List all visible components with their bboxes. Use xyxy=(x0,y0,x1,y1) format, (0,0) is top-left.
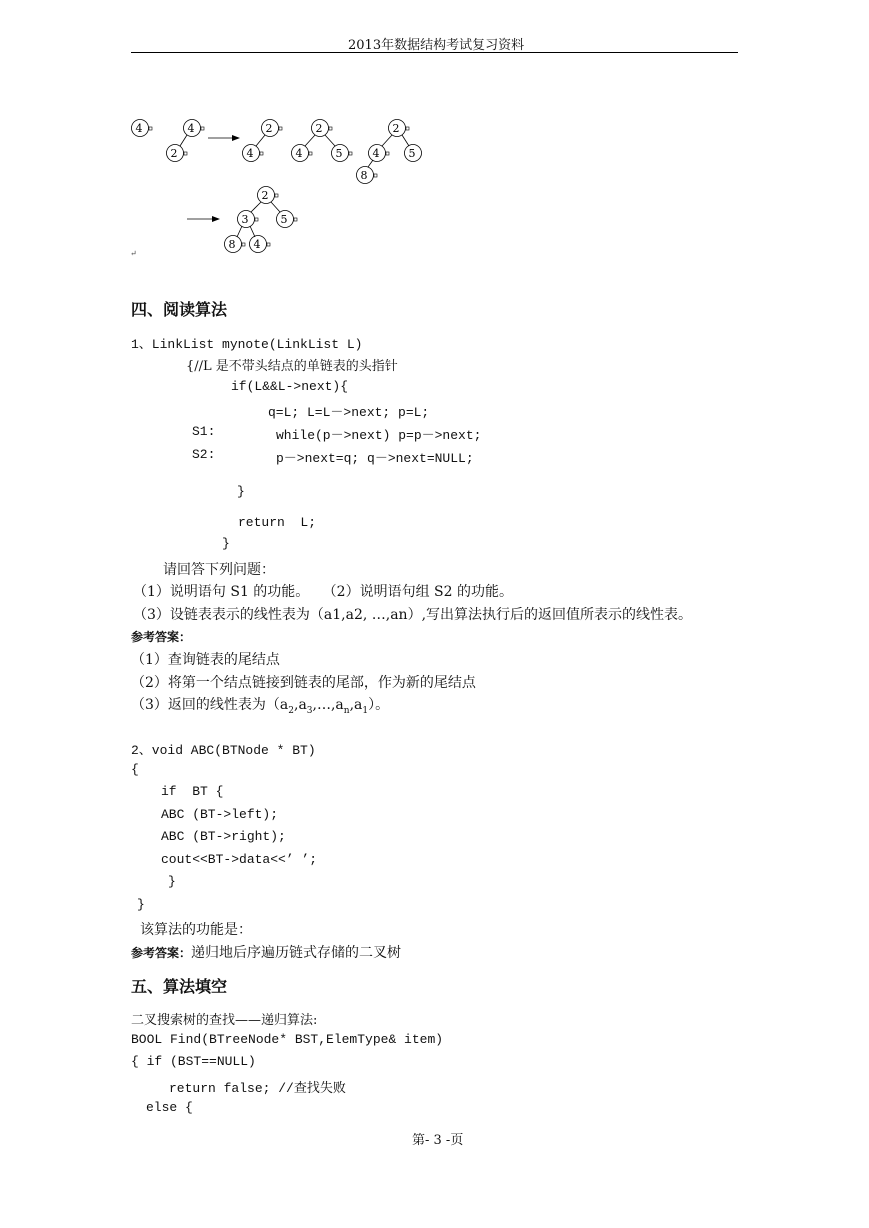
answer-line: （2）将第一个结点链接到链表的尾部，作为新的尾结点 xyxy=(131,675,476,691)
tree-edge xyxy=(180,135,187,146)
tree-node-label: 8 xyxy=(360,169,368,182)
answer-text: ,a xyxy=(294,697,307,713)
code-line: BOOL Find(BTreeNode* BST,ElemType& item) xyxy=(131,1032,444,1047)
code-label-s2: S2: xyxy=(192,447,216,462)
tree-node-label: 2 xyxy=(315,122,323,135)
tree-edge xyxy=(256,135,265,146)
answer-text: ）。 xyxy=(368,697,390,713)
tree-node-label: 4 xyxy=(253,238,261,251)
answer-text: （3）返回的线性表为（a xyxy=(131,697,289,713)
question-line: （1）说明语句 S1 的功能。 （2）说明语句组 S2 的功能。 xyxy=(133,584,513,600)
question-prompt: 该算法的功能是： xyxy=(140,922,252,938)
body-line: 二叉搜索树的查找——递归算法: xyxy=(131,1013,318,1028)
code-line: { if (BST==NULL) xyxy=(131,1054,256,1069)
tree-node-label: 8 xyxy=(228,238,236,251)
code-line: } xyxy=(237,484,245,499)
tree-edge xyxy=(250,226,255,237)
tree-node-label: 2 xyxy=(261,189,269,202)
tree-edge xyxy=(251,202,261,212)
return-mark: ↵ xyxy=(130,249,137,258)
code-line: else { xyxy=(146,1100,193,1115)
code-line: return false; //查找失败 xyxy=(169,1081,346,1096)
code-line: } xyxy=(137,897,145,912)
tree-edge xyxy=(368,160,373,167)
tree-node-label: 5 xyxy=(280,213,288,226)
code-line: cout<<BT->data<<’ ’; xyxy=(161,852,318,867)
code-line: ABC (BT->left); xyxy=(161,807,279,822)
tree-node-label: 5 xyxy=(408,147,416,160)
tree-node-label: 4 xyxy=(135,122,143,135)
answer-text: 递归地后序遍历链式存储的二叉树 xyxy=(191,945,402,961)
code-line: } xyxy=(222,536,230,551)
subscript: 2 xyxy=(288,705,294,716)
code-line: return L; xyxy=(238,515,317,530)
tree-node-label: 3 xyxy=(241,213,249,226)
tree-edge xyxy=(382,135,392,146)
subscript: n xyxy=(343,705,350,716)
tree-insertion-figure xyxy=(0,0,869,270)
section-5-heading: 五、算法填空 xyxy=(131,977,228,996)
tree-node-label: 2 xyxy=(170,147,178,160)
code-line: {//L 是不带头结点的单链表的头指针 xyxy=(186,359,398,374)
code-line: ABC (BT->right); xyxy=(161,829,286,844)
question-prompt: 请回答下列问题： xyxy=(163,562,275,578)
tree-edge xyxy=(237,226,242,237)
tree-node-label: 4 xyxy=(295,147,303,160)
subscript: 3 xyxy=(306,705,313,716)
answer-line xyxy=(131,694,389,716)
tree-node-label: 2 xyxy=(392,122,400,135)
tree-edge xyxy=(325,135,335,146)
code-line: if BT { xyxy=(161,784,224,799)
code-line: while(p－>next) p=p－>next; xyxy=(276,428,482,443)
answer-line xyxy=(131,942,401,962)
answer-line: （1）查询链表的尾结点 xyxy=(131,652,280,668)
answer-text: ,a xyxy=(349,697,363,713)
arrow-head xyxy=(212,216,220,222)
code-line: p－>next=q; q－>next=NULL; xyxy=(276,451,474,466)
tree-node-label: 4 xyxy=(246,147,254,160)
answer-label: 参考答案： xyxy=(131,630,192,644)
answer-text: ,…,a xyxy=(312,697,344,713)
tree-edge xyxy=(271,202,280,212)
answer-label: 参考答案： xyxy=(131,946,192,960)
page-number: 第- 3 -页 xyxy=(412,1133,464,1148)
code-line: 1、LinkList mynote(LinkList L) xyxy=(131,337,363,352)
tree-node-label: 2 xyxy=(265,122,273,135)
tree-edge xyxy=(305,135,315,146)
code-line: } xyxy=(168,874,176,889)
subscript: 1 xyxy=(362,705,369,716)
page-header-title: 2013年数据结构考试复习资料 xyxy=(348,38,525,53)
code-line: { xyxy=(131,762,139,777)
code-line: if(L&&L->next){ xyxy=(231,379,349,394)
tree-node-label: 4 xyxy=(372,147,380,160)
section-4-heading: 四、阅读算法 xyxy=(131,300,228,319)
tree-edge xyxy=(402,135,409,146)
code-line: 2、void ABC(BTNode * BT) xyxy=(131,743,316,758)
tree-node-label: 4 xyxy=(187,122,195,135)
arrow-head xyxy=(232,135,240,141)
tree-node-label: 5 xyxy=(335,147,343,160)
code-line: q=L; L=L－>next; p=L; xyxy=(268,405,430,420)
question-line: （3）设链表表示的线性表为（a1,a2, …,an）,写出算法执行后的返回值所表示的线性表。 xyxy=(133,607,693,623)
code-label-s1: S1: xyxy=(192,424,216,439)
